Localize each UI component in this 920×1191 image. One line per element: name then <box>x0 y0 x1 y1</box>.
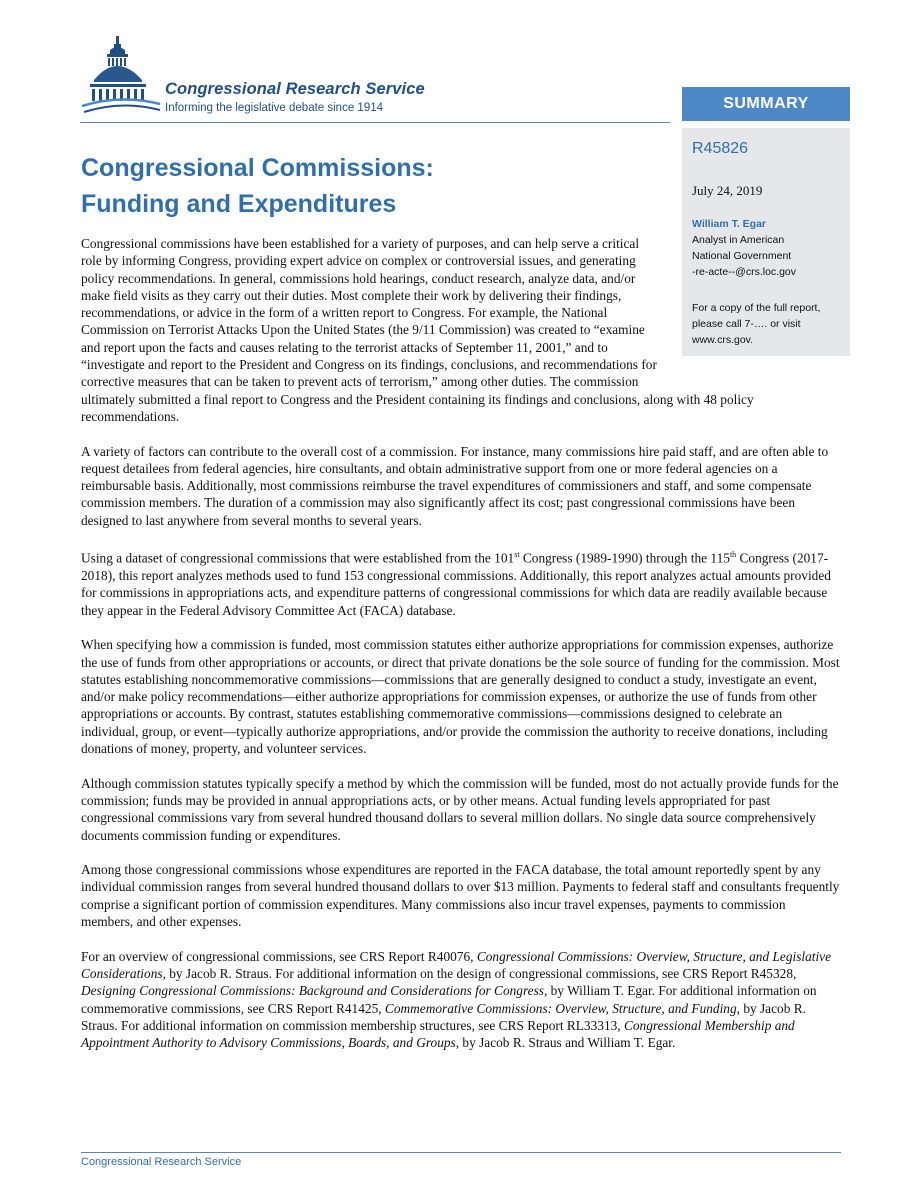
paragraph-7 <box>81 948 841 1052</box>
copy-note-line2: please call 7-…. or visit <box>692 318 801 330</box>
p3-sup-1: st <box>514 550 520 560</box>
org-tagline: Informing the legislative debate since 1914 <box>165 102 384 114</box>
p7-part-b: , by Jacob R. Straus. For additional information on the design of congressional commissions, see CRS Report R45328, <box>162 965 797 981</box>
author-name: William T. Egar <box>692 218 767 230</box>
p3-part-b: Congress (1989-1990) through the 115 <box>519 550 730 566</box>
p7-part-c: , by William T. Egar. For additional information on commemorative commissions, see CRS Report R41425, <box>81 983 817 1016</box>
p7-part-a: For an overview of congressional commissions, see CRS Report R40076, <box>81 948 477 964</box>
report-title-rl33313: Congressional Membership and Appointment Authority to Advisory Commissions, Boards, and Groups <box>81 1017 795 1051</box>
paragraph-3 <box>81 546 841 619</box>
p7-part-d: , by Jacob R. Straus. For additional information on commission membership structures, see CRS Report RL33313, <box>81 1000 806 1033</box>
sidebar-wrap-spacer <box>661 235 841 375</box>
report-title-r40076: Congressional Commissions: Overview, Structure, and Legislative Considerations <box>81 948 832 981</box>
capitol-dome-icon <box>80 34 162 118</box>
footer-divider <box>81 1152 841 1153</box>
author-title-line1: Analyst in American <box>692 234 785 246</box>
paragraph-5: Although commission statutes typically specify a method by which the commission will be funded, most do not actually provide funds for the commission; funds may be provided in annual appropriations acts, or by other means. Actual funding levels appropriated for past congressional commissions vary from several hundred thousand dollars to several million dollars. No single data source comprehensively documents commission funding or expenditures. <box>81 775 839 843</box>
title-line2: Funding and Expenditures <box>81 190 397 218</box>
report-number: R45826 <box>692 140 749 157</box>
summary-banner: SUMMARY <box>682 87 850 121</box>
copy-note-line1: For a copy of the full report, <box>692 302 821 314</box>
report-date: July 24, 2019 <box>692 183 763 198</box>
page-title <box>81 150 641 222</box>
p7-part-e: , by Jacob R. Straus and William T. Egar. <box>455 1035 676 1051</box>
p3-sup-2: th <box>729 550 737 560</box>
paragraph-2: A variety of factors can contribute to the overall cost of a commission. For instance, many commissions hire paid staff, and are often able to request detailees from federal agencies, hire consultants, and obtain administrative support from one or more federal agencies on a reimbursable basis. Additionally, most commissions reimburse the travel expenditures of commissioners and staff, and some compensate commission members. The duration of a commission may also significantly affect its cost; past congressional commissions have been designed to last anywhere from several months to several years. <box>81 443 829 528</box>
title-line1: Congressional Commissions: <box>81 154 434 182</box>
paragraph-4: When specifying how a commission is funded, most commission statutes either authorize appropriations for commission expenses, authorize the use of funds from other appropriations or accounts, or direct that private donations be the sole source of funding for the commission. Most statutes establishing noncommemorative commissions—commissions that are generally designed to conduct a study, investigate an event, and/or make policy recommendations—either authorize appropriations for commission expenses, or authorize the use of funds from other appropriations or accounts. By contrast, statutes establishing commemorative commissions—commissions designed to celebrate an individual, group, or event—typically authorize appropriations, and/or provide the commission the authority to receive donations, including donations of money, property, and volunteer services. <box>81 637 840 757</box>
p3-part-a: Using a dataset of congressional commissions that were established from the 101 <box>81 550 515 566</box>
report-title-r41425: Commemorative Commissions: Overview, Structure, and Funding <box>384 1000 737 1016</box>
report-title-r45328: Designing Congressional Commissions: Background and Considerations for Congress <box>81 983 544 999</box>
summary-body <box>81 235 841 1069</box>
crs-logo <box>80 34 670 124</box>
paragraph-1: Congressional commissions have been established for a variety of purposes, and can help serve a critical role by informing Congress, providing expert advice on complex or controversial issues, and generating policy recommendations. In general, commissions hold hearings, conduct research, analyze data, and/or make field visits as they carry out their duties. Most complete their work by delivering their findings, recommendations, or advice in the form of a written report to Congress. For example, the National Commission on Terrorist Attacks Upon the United States (the 9/11 Commission) was created to “examine and report upon the facts and causes relating to the terrorist attacks of September 11, 2001,” and to “investigate and report to the President and Congress on its findings, conclusions, and recommendations for corrective measures that can be taken to prevent acts of terrorism,” among other duties. The commission ultimately submitted a final report to Congress and the President containing its findings and conclusions, along with 48 policy recommendations. <box>81 236 754 424</box>
header-divider <box>80 122 670 123</box>
paragraph-6: Among those congressional commissions whose expenditures are reported in the FACA database, the total amount reportedly spent by any individual commission ranges from several hundred thousand dollars to over $13 million. Payments to federal staff and consultants frequently comprise a significant portion of commission expenditures. Many commissions also incur travel expenses, payments to commission members, and other expenses. <box>81 862 840 930</box>
author-email: -re-acte--@crs.loc.gov <box>692 266 797 278</box>
author-title-line2: National Government <box>692 250 792 262</box>
footer-text: Congressional Research Service <box>81 1156 242 1168</box>
p3-part-c: Congress (2017-2018), this report analyzes methods used to fund 153 congressional commissions. Additionally, this report analyzes actual amounts provided for commissions in appropriations acts, and expenditure patterns of congressional commissions for which data are readily available because they appear in the Federal Advisory Committee Act (FACA) database. <box>81 550 831 618</box>
copy-note-line3: www.crs.gov. <box>692 334 754 346</box>
org-name: Congressional Research Service <box>165 80 425 98</box>
